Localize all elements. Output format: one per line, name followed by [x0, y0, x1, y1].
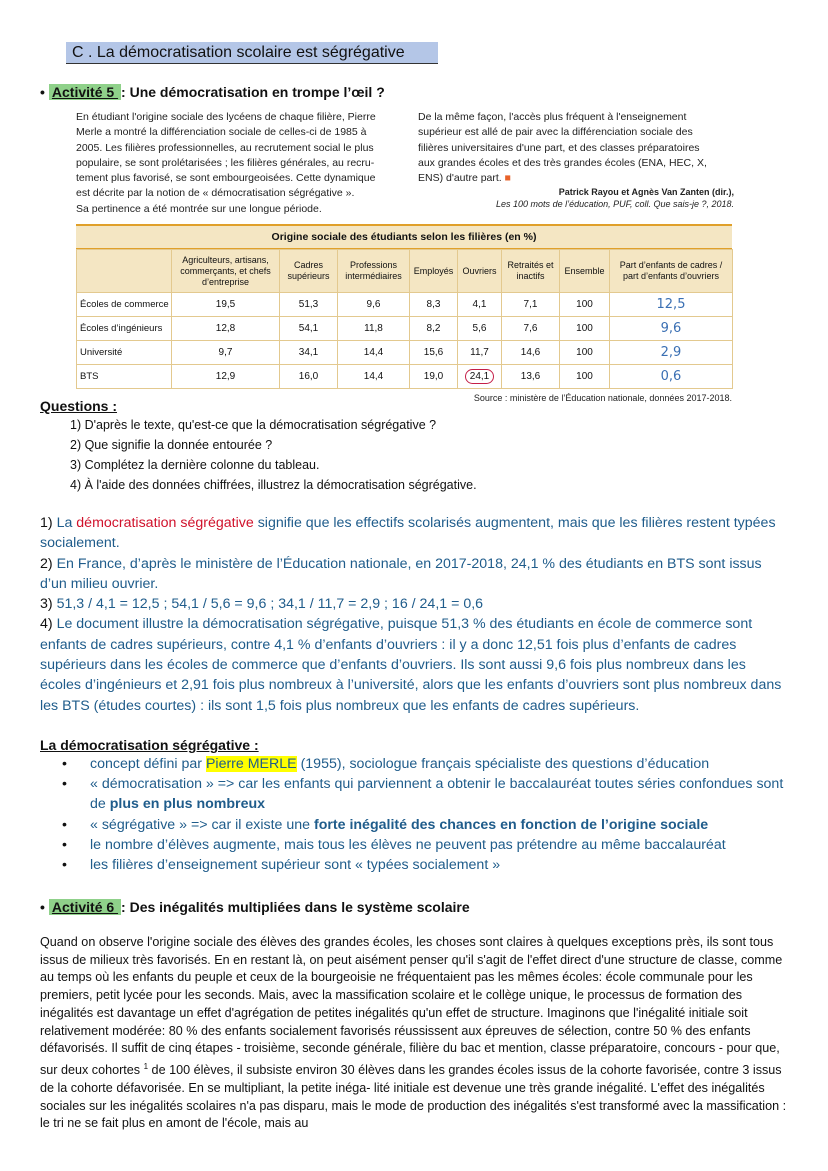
table-cell: 51,3	[280, 293, 338, 317]
definition-bold: forte inégalité des chances en fonction de l’origine sociale	[313, 817, 709, 833]
bullet-icon: •	[40, 899, 45, 915]
questions-title: Questions :	[40, 398, 118, 414]
definition-bold: plus en plus nombreux	[109, 796, 266, 813]
bullet-icon: •	[62, 817, 67, 833]
credit-authors: Patrick Rayou et Agnès Van Zanten (dir.),	[558, 187, 734, 197]
activity6-badge: Activité 6	[49, 899, 121, 915]
definition-text: « démocratisation » => car les enfants qui parviennent a obtenir le baccalauréat toutes séries confondues sont de	[90, 776, 784, 813]
activity6-paragraph	[40, 934, 788, 1166]
bullet-icon: •	[62, 857, 67, 873]
question-item: 3) Complétez la dernière colonne du tableau.	[70, 458, 320, 472]
table-cell: 11,8	[338, 317, 410, 341]
answer-text: 51,3 / 4,1 = 12,5 ; 54,1 / 5,6 = 9,6 ; 34,1 / 11,7 = 2,9 ; 16 / 24,1 = 0,6	[52, 596, 484, 613]
definition-text: le nombre d’élèves augmente, mais tous les élèves ne peuvent pas prétendre au même baccalauréat	[90, 837, 726, 853]
answer-text: En France, d’après le ministère de l’Éducation nationale, en 2017-2018, 24,1 % des étudiants en BTS sont issus d’un milieu ouvrier.	[40, 555, 762, 592]
excerpt-left	[76, 110, 396, 217]
definition-list	[62, 754, 802, 884]
answer-number: 4)	[40, 616, 53, 633]
table-cell: 13,6	[502, 365, 560, 389]
table-row	[77, 365, 733, 389]
handwritten-ratio: 12,5	[610, 293, 733, 317]
answer-text: signifie que les effectifs scolarisés augmentent, mais que les filières restent typées socialement.	[40, 515, 776, 552]
definition-text: (1955), sociologue français spécialiste des questions d’éducation	[296, 756, 710, 772]
table-cell: 19,5	[172, 293, 280, 317]
header-cell: Ouvriers	[458, 250, 502, 293]
bullet-icon: •	[62, 776, 67, 792]
row-label: Université	[77, 341, 172, 365]
highlighted-name: Pierre MERLE	[205, 756, 297, 772]
table-row	[77, 317, 733, 341]
end-square-icon: ■	[504, 172, 511, 185]
excerpt-line: Sa pertinence a été montrée sur une longue période.	[76, 202, 322, 215]
activity6-heading	[40, 898, 470, 916]
header-cell: Ensemble	[560, 250, 610, 293]
answer-number: 2)	[40, 555, 53, 572]
header-cell: Employés	[410, 250, 458, 293]
row-label: BTS	[77, 365, 172, 389]
table-cell: 19,0	[410, 365, 458, 389]
answer-3	[40, 594, 788, 614]
table-cell: 14,6	[502, 341, 560, 365]
excerpt-line: Merle a montré la différenciation sociale de celles-ci de 1985 à	[76, 126, 367, 139]
table-cell: 7,6	[502, 317, 560, 341]
table-cell: 11,7	[458, 341, 502, 365]
answer-text: La	[52, 515, 77, 531]
table-cell: 34,1	[280, 341, 338, 365]
excerpt-right	[418, 110, 734, 186]
bullet-icon: •	[62, 837, 67, 853]
excerpt-line: supérieur est allé de pair avec la différenciation sociale des	[418, 126, 693, 139]
questions-block	[40, 398, 780, 495]
section-title: C . La démocratisation scolaire est ségrégative	[66, 42, 438, 64]
excerpt-credit	[418, 186, 734, 210]
header-cell: Retraités et inactifs	[502, 250, 560, 293]
answers-block	[40, 513, 788, 716]
table-cell: 100	[560, 293, 610, 317]
table-row	[77, 341, 733, 365]
table-cell: 100	[560, 341, 610, 365]
definition-title: La démocratisation ségrégative :	[40, 737, 259, 753]
table-title: Origine sociale des étudiants selon les filières (en %)	[76, 224, 732, 249]
footnote-marker: 1	[143, 1061, 149, 1071]
excerpt-line: tement plus favorisé, se sont embourgeoisées. Cette dynamique	[76, 172, 376, 185]
question-item: 2) Que signifie la donnée entourée ?	[70, 438, 273, 452]
table-cell: 9,7	[172, 341, 280, 365]
activity5-heading	[40, 83, 385, 101]
table-cell: 12,8	[172, 317, 280, 341]
table-cell: 16,0	[280, 365, 338, 389]
table-cell: 100	[560, 365, 610, 389]
paragraph-text: de 100 élèves, il subsiste environ 30 élèves dans les grandes écoles issus de la cohorte favorisée, contre 3 issus de la cohorte défavorisée. En se multipliant, la petite inéga- lité initiale est devenue une très grande inégalité. L'effet des inégalités sociales sur les inégalités scolaires n'a pas disparu, mais le mode de production des inégalités s'est transformé avec la massification : le tri ne se fait plus en amont de l'école, mais au	[40, 1063, 787, 1131]
answer-4	[40, 614, 788, 715]
table-cell: 8,3	[410, 293, 458, 317]
row-label: Écoles d’ingénieurs	[77, 317, 172, 341]
excerpt-line: filières universitaires d'une part, et des classes préparatoires	[418, 141, 700, 154]
table-cell: 54,1	[280, 317, 338, 341]
bullet-icon: •	[62, 756, 67, 772]
circled-value: 24,1	[465, 369, 494, 384]
table-cell: 100	[560, 317, 610, 341]
excerpt-line: En étudiant l'origine sociale des lycéens de chaque filière, Pierre	[76, 111, 376, 123]
header-cell: Cadres supérieurs	[280, 250, 338, 293]
excerpt-line: De la même façon, l'accès plus fréquent à l'enseignement	[418, 111, 687, 123]
excerpt-line: ENS) d'autre part.	[418, 172, 502, 185]
row-label: Écoles de commerce	[77, 293, 172, 317]
paragraph-text: Quand on observe l'origine sociale des élèves des grandes écoles, les choses sont claires à quelques exceptions près, ils sont tous issus de milieux très favorisés. En en restant là, on peut aisément penser qu'il s'agit de l'effet direct d'une structure de classe, comme au temps où les enfants du peuple et ceux de la bourgeoisie ne fréquentaient pas les mêmes écoles: école communale pour les premiers, petit lycée pour les seconds. Mais, avec la massification scolaire et le collège unique, le processus de formation des inégalités est davantage un effet d'agrégation de petites inégalités qu'un effet de structure. Imaginons que l'inégalité initiale soit relativement modérée: 80 % des enfants socialement favorisés réussissent aux épreuves de sélection, contre 50 % des enfants défavorisés. Il suffit de cinq étapes - troisième, seconde générale, filière du bac et mention, classe préparatoire, concours - pour que, sur deux cohortes	[40, 935, 783, 1078]
table-cell: 9,6	[338, 293, 410, 317]
table-cell: 7,1	[502, 293, 560, 317]
excerpt-line: 2005. Les filières professionnelles, au recrutement social le plus	[76, 141, 374, 154]
excerpt-line: aux grandes écoles et des très grandes écoles (ENA, HEC, X,	[418, 156, 707, 169]
handwritten-ratio: 9,6	[610, 317, 733, 341]
origin-table	[76, 224, 732, 403]
table-cell	[458, 365, 502, 389]
table-cell: 15,6	[410, 341, 458, 365]
header-cell: Professions intermédiaires	[338, 250, 410, 293]
answer-2	[40, 554, 788, 595]
activity6-title: : Des inégalités multipliées dans le système scolaire	[121, 899, 470, 915]
table-header-row	[77, 250, 733, 293]
table-cell: 8,2	[410, 317, 458, 341]
answer-1	[40, 513, 788, 554]
activity5-badge: Activité 5	[49, 84, 121, 100]
answer-text: Le document illustre la démocratisation ségrégative, puisque 51,3 % des étudiants en école de commerce sont enfants de cadres supérieurs, contre 4,1 % d’enfants d’ouvriers : il y a donc 12,51 fois plus d’enfants de cadres supérieurs dans les écoles de commerce que d’enfants d’ouvriers. Ils sont aussi 9,6 fois plus nombreux dans les écoles d’ingénieurs et 2,91 fois plus nombreux à l’université, alors que les enfants d’ouvriers sont plus nombreux dans les BTS (études courtes) : ils sont 1,5 fois plus nombreux que les enfants de cadres supérieurs.	[40, 616, 782, 714]
handwritten-ratio: 0,6	[610, 365, 733, 389]
bullet-icon: •	[40, 84, 45, 100]
definition-text: les filières d’enseignement supérieur sont « typées socialement »	[90, 857, 501, 873]
header-cell: Part d’enfants de cadres / part d’enfants d’ouvriers	[610, 250, 733, 293]
table-cell: 14,4	[338, 365, 410, 389]
table-cell: 12,9	[172, 365, 280, 389]
definition-text: « ségrégative » => car il existe une	[90, 817, 314, 833]
credit-reference: Les 100 mots de l’éducation, PUF, coll. Que sais-je ?, 2018.	[496, 199, 734, 209]
table-cell: 5,6	[458, 317, 502, 341]
answer-number: 3)	[40, 596, 53, 613]
table-cell: 4,1	[458, 293, 502, 317]
handwritten-ratio: 2,9	[610, 341, 733, 365]
table-cell: 14,4	[338, 341, 410, 365]
table-source: Source : ministère de l’Éducation nationale, données 2017-2018.	[473, 393, 732, 403]
definition-text: concept défini par	[90, 756, 206, 772]
header-cell: Agriculteurs, artisans, commerçants, et chefs d’entreprise	[172, 250, 280, 293]
activity5-title: : Une démocratisation en trompe l’œil ?	[121, 84, 385, 100]
answer-key-term: démocratisation ségrégative	[76, 515, 254, 531]
excerpt-line: est décrite par la notion de « démocratisation ségrégative ».	[76, 187, 355, 200]
question-item: 4) À l'aide des données chiffrées, illustrez la démocratisation ségrégative.	[70, 478, 477, 492]
answer-number: 1)	[40, 515, 53, 531]
excerpt-line: populaire, se sont prolétarisées ; les filières générales, au recru-	[76, 156, 375, 169]
header-cell	[77, 250, 172, 293]
table-row	[77, 293, 733, 317]
question-item: 1) D'après le texte, qu'est-ce que la démocratisation ségrégative ?	[70, 418, 437, 432]
